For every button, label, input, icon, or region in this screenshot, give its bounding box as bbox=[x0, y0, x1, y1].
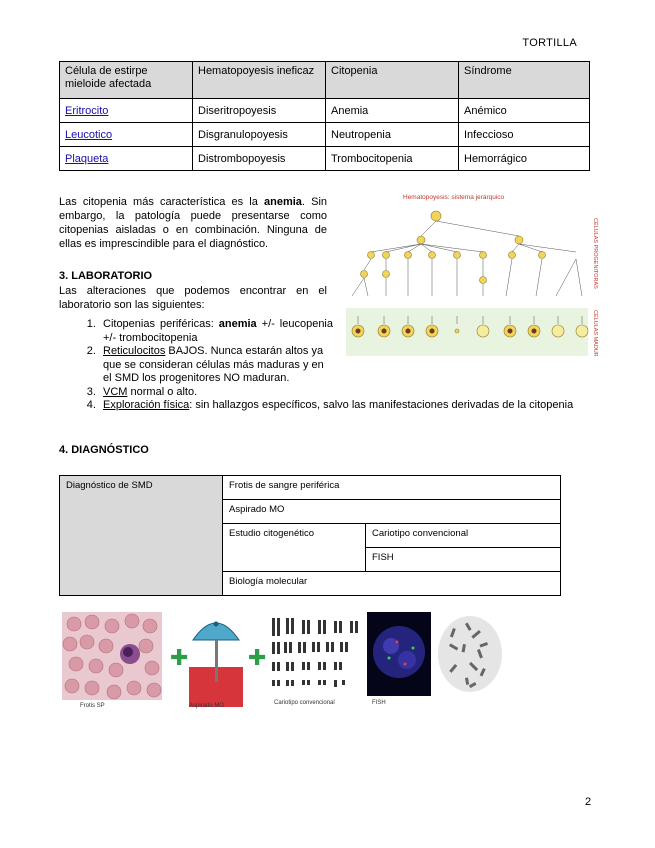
image-caption: FISH bbox=[372, 700, 386, 706]
progenitor-cell bbox=[417, 236, 425, 244]
table-row bbox=[60, 99, 590, 123]
fish-svg bbox=[367, 612, 431, 696]
lab-intro: Las alteraciones que podemos encontrar en el laboratorio son las siguientes: bbox=[59, 285, 327, 311]
progenitor-cell bbox=[480, 252, 487, 259]
table-cell: Frotis de sangre periférica bbox=[223, 476, 561, 500]
diagram-side-label: CÉLULAS PROGENITORAS bbox=[592, 218, 598, 289]
list-item: 4. Exploración física: sin hallazgos específicos, salvo las manifestaciones derivadas de la citopenia bbox=[99, 399, 629, 413]
diagram-title: Hematopoyesis: sistema jerárquico bbox=[403, 194, 505, 201]
progenitor-cell bbox=[539, 252, 546, 259]
table-header-cell: Hematopoyesis ineficaz bbox=[193, 62, 326, 99]
blood-smear-svg bbox=[62, 612, 162, 700]
table-header-cell: Síndrome bbox=[459, 62, 590, 99]
table-cell: FISH bbox=[366, 548, 561, 572]
table-cell: Biología molecular bbox=[223, 572, 561, 596]
metaphase-svg bbox=[435, 612, 505, 696]
list-item: 3. VCM normal o alto. bbox=[99, 386, 629, 400]
table-cell: Disgranulopoyesis bbox=[193, 123, 326, 147]
list-item: 2. Reticulocitos BAJOS. Nunca estarán altos ya que se consideran células más maduras y en el SMD los progenitores NO maduran. bbox=[99, 345, 333, 386]
diagram-side-label: CÉLULAS MADURAS bbox=[592, 310, 598, 356]
progenitor-cell bbox=[480, 277, 487, 284]
blood-smear-image bbox=[62, 612, 162, 700]
myeloid-table bbox=[59, 61, 590, 171]
intro-paragraph bbox=[59, 195, 327, 251]
table-header-cell: Citopenia bbox=[326, 62, 459, 99]
link-plaqueta[interactable]: Plaqueta bbox=[65, 152, 109, 165]
karyotype-svg bbox=[268, 614, 362, 700]
lab-list bbox=[61, 318, 629, 413]
table-cell: Trombocitopenia bbox=[326, 147, 459, 171]
table-cell: Distrombopoyesis bbox=[193, 147, 326, 171]
link-leucotico[interactable]: Leucotico bbox=[65, 128, 113, 141]
page-number: 2 bbox=[585, 796, 592, 808]
aspiration-svg bbox=[189, 612, 243, 710]
progenitor-cell bbox=[405, 252, 412, 259]
progenitor-cell bbox=[454, 252, 461, 259]
table-cell bbox=[60, 147, 193, 171]
intro-bold: anemia bbox=[263, 196, 302, 208]
plus-icon: ✚ bbox=[170, 645, 189, 670]
table-row bbox=[60, 147, 590, 171]
progenitor-cell bbox=[509, 252, 516, 259]
intro-text: Las citopenia más característica es la bbox=[59, 196, 264, 208]
table-cell bbox=[60, 123, 193, 147]
diagram-branch bbox=[371, 221, 576, 252]
table-cell: Anemia bbox=[326, 99, 459, 123]
link-eritrocito[interactable]: Eritrocito bbox=[65, 104, 109, 117]
table-cell: Diseritropoyesis bbox=[193, 99, 326, 123]
table-cell: Anémico bbox=[459, 99, 590, 123]
table-cell: Estudio citogenético bbox=[223, 524, 366, 572]
table-cell: Neutropenia bbox=[326, 123, 459, 147]
progenitor-cell bbox=[429, 252, 436, 259]
table-cell: Aspirado MO bbox=[223, 500, 561, 524]
table-row bbox=[60, 476, 561, 500]
progenitor-cell bbox=[383, 271, 390, 278]
table-cell: Infeccioso bbox=[459, 123, 590, 147]
plus-icon: ✚ bbox=[248, 645, 267, 670]
image-caption: Aspirado MO bbox=[189, 703, 225, 709]
table-cell: Hemorrágico bbox=[459, 147, 590, 171]
progenitor-cell bbox=[361, 271, 368, 278]
table-cell bbox=[60, 99, 193, 123]
diagnosis-table bbox=[59, 475, 561, 596]
diag-heading: 4. DIAGNÓSTICO bbox=[59, 444, 149, 456]
table-cell: Diagnóstico de SMD bbox=[60, 476, 223, 596]
progenitor-cell bbox=[383, 252, 390, 259]
image-caption: Frotis SP bbox=[80, 703, 105, 709]
intro-text: . Sin embargo, la patología puede presentarse como citopenias aisladas o en combinación. Ninguna de ellas es imprescindible para el diagnóstico. bbox=[59, 196, 327, 250]
progenitor-cell bbox=[368, 252, 375, 259]
list-item: 1. Citopenias periféricas: anemia +/- leucopenia +/- trombocitopenia bbox=[99, 318, 333, 345]
fish-image bbox=[367, 612, 431, 696]
aspiration-image bbox=[189, 612, 243, 710]
table-cell: Cariotipo convencional bbox=[366, 524, 561, 548]
table-header-cell: Célula de estirpe mieloide afectada bbox=[60, 62, 193, 99]
lab-heading: 3. LABORATORIO bbox=[59, 270, 153, 282]
table-header-row bbox=[60, 62, 590, 99]
karyotype-image bbox=[268, 614, 362, 700]
stem-cell bbox=[431, 211, 441, 221]
table-row bbox=[60, 123, 590, 147]
metaphase-image bbox=[435, 612, 505, 696]
header-text: TORTILLA bbox=[522, 37, 577, 49]
progenitor-cell bbox=[515, 236, 523, 244]
image-caption: Cariotipo convencional bbox=[274, 700, 335, 706]
